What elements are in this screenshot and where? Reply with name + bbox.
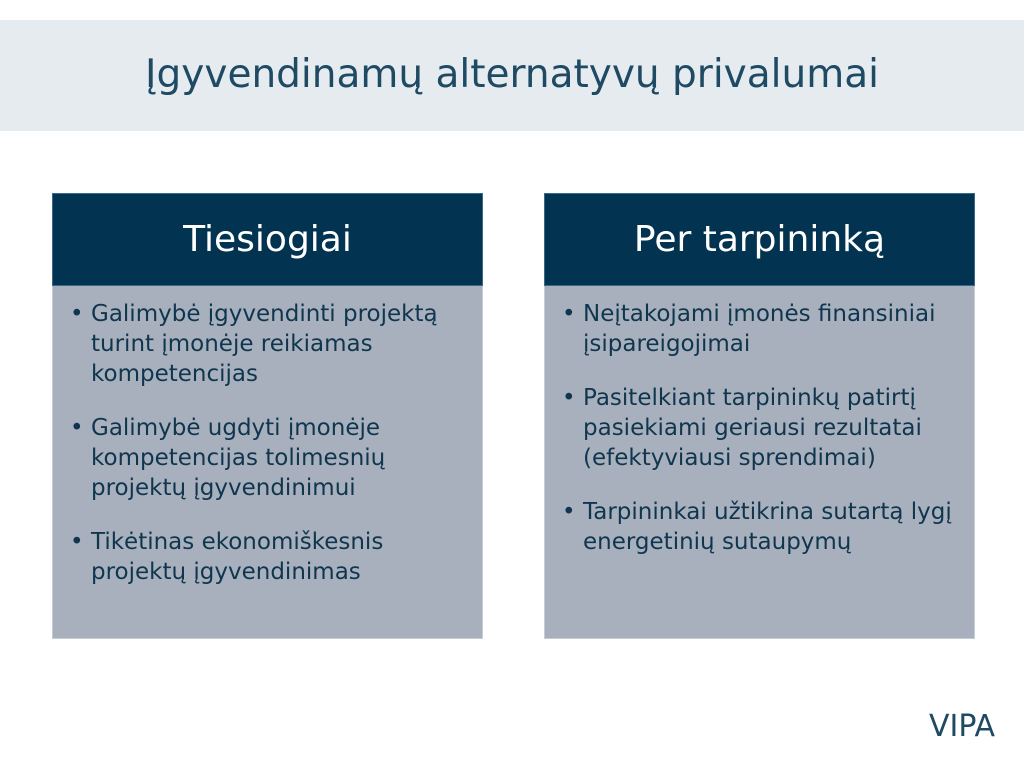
right-bullet-item <box>560 383 960 473</box>
bullet-icon: • <box>70 529 84 555</box>
right-bullet-item <box>560 299 960 359</box>
bullet-icon: • <box>562 301 576 327</box>
left-bullet-item <box>68 299 468 389</box>
bullet-icon: • <box>70 301 84 327</box>
left-bullet-item <box>68 527 468 587</box>
left-bullet-item <box>68 413 468 503</box>
left-bullet-text: Tikėtinas ekonomiškesnis projektų įgyvendinimas <box>91 529 384 585</box>
bullet-icon: • <box>562 385 576 411</box>
bullet-icon: • <box>562 499 576 525</box>
left-column-header-text: Tiesiogiai <box>183 218 352 260</box>
right-column-body <box>544 286 975 639</box>
right-bullet-text: Neįtakojami įmonės finansiniai įsipareigojimai <box>583 301 936 357</box>
vipa-logo: VIPA <box>929 709 996 744</box>
right-column <box>544 193 975 639</box>
left-column <box>52 193 483 639</box>
right-bullet-text: Tarpininkai užtikrina sutartą lygį energetinių sutaupymų <box>583 499 952 555</box>
left-column-body <box>52 286 483 639</box>
right-bullet-list <box>560 299 960 557</box>
right-bullet-text: Pasitelkiant tarpininkų patirtį pasiekiami geriausi rezultatai (efektyviausi sprendimai) <box>583 385 922 471</box>
left-bullet-list <box>68 299 468 587</box>
right-column-header <box>544 193 975 286</box>
bullet-icon: • <box>70 415 84 441</box>
left-bullet-text: Galimybė ugdyti įmonėje kompetencijas tolimesnių projektų įgyvendinimui <box>91 415 386 501</box>
left-column-header <box>52 193 483 286</box>
slide-title: Įgyvendinamų alternatyvų privalumai <box>145 52 879 97</box>
right-bullet-item <box>560 497 960 557</box>
left-bullet-text: Galimybė įgyvendinti projektą turint įmonėje reikiamas kompetencijas <box>91 301 438 387</box>
right-column-header-text: Per tarpininką <box>633 218 886 260</box>
